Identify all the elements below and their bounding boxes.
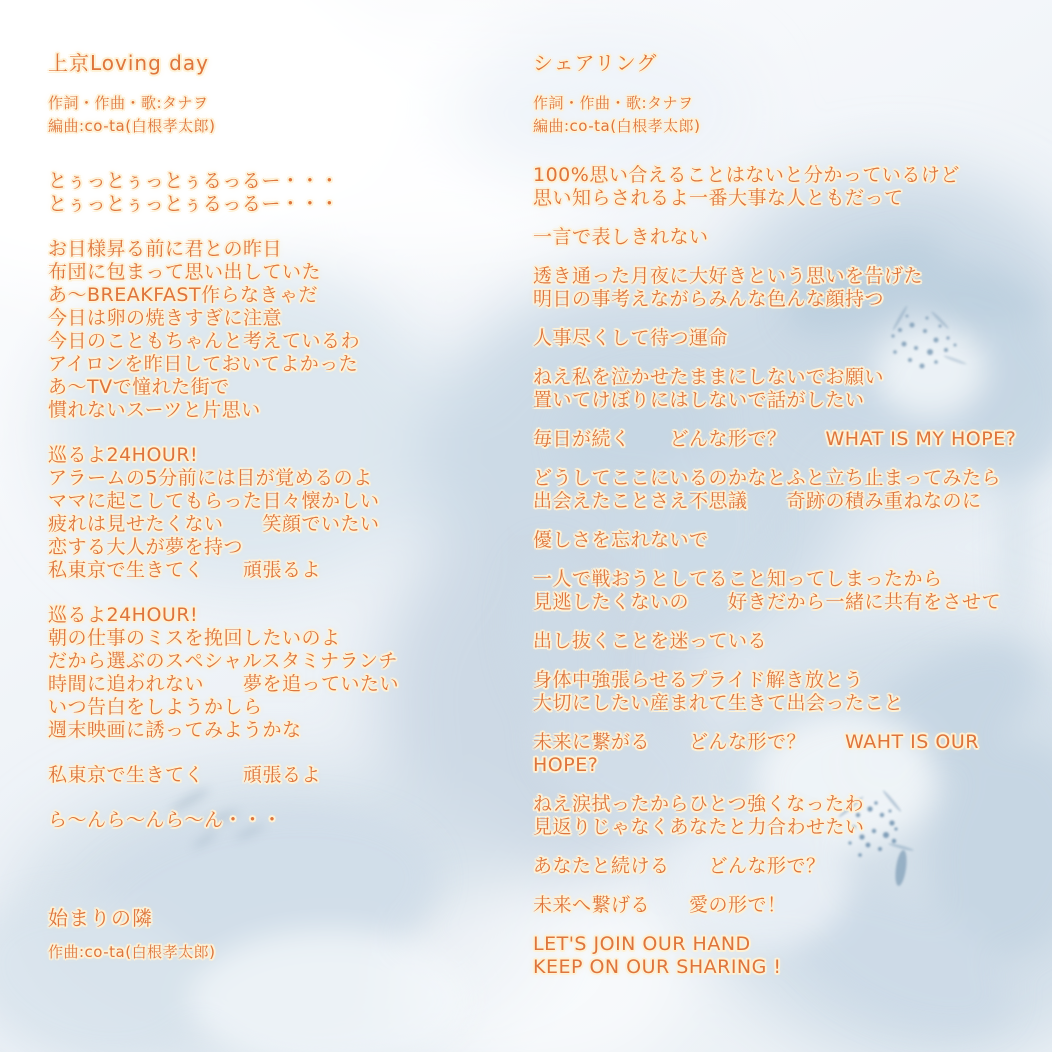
lyric-line: アイロンを昨日しておいてよかった — [48, 353, 359, 375]
lyric-line: 身体中強張らせるプライド解き放とう — [533, 669, 864, 691]
lyric-line: KEEP ON OUR SHARING ! — [533, 956, 782, 978]
lyric-line: 見逃したくないの 好きだから一緒に共有をさせて — [533, 591, 1002, 613]
lyric-line: あなたと続ける どんな形で？ — [533, 855, 826, 877]
lyric-line: ら〜んら〜んら〜ん・・・ — [48, 809, 283, 831]
credit-line: 作詞・作曲・歌:タナヲ — [48, 94, 209, 112]
credit-line: 編曲:co-ta(白根孝太郎) — [533, 117, 701, 135]
lyric-line: 思い知らされるよ一番大事な人ともだって — [533, 187, 904, 209]
stanza — [48, 444, 520, 582]
lyric-line: 置いてけぼりにはしないで話がしたい — [533, 389, 865, 411]
stanza — [533, 529, 1041, 552]
stanza — [533, 428, 1041, 451]
stanza — [533, 855, 1041, 878]
stanza — [533, 731, 1041, 777]
lyric-line: ママに起こしてもらった日々懐かしい — [48, 490, 380, 512]
stanza — [533, 226, 1041, 249]
stanza — [48, 809, 520, 832]
lyric-line: 毎日が続く どんな形で？ WHAT IS MY HOPE? — [533, 428, 1017, 450]
lyric-line: 優しさを忘れないで — [533, 529, 709, 551]
lyric-line: 私東京で生きてく 頑張るよ — [48, 764, 322, 786]
lyric-line: 今日は卵の焼きすぎに注意 — [48, 307, 283, 329]
stanza — [533, 327, 1041, 350]
lyric-line: だから選ぶのスペシャルスタミナランチ — [48, 650, 399, 672]
stanza — [533, 467, 1041, 513]
stanza — [533, 265, 1041, 311]
lyric-line: いつ告白をしようかしら — [48, 696, 263, 718]
lyric-line: とぅっとぅっとぅるっるー・・・ — [48, 170, 340, 192]
lyric-line: LET'S JOIN OUR HAND — [533, 933, 751, 955]
lyric-line: どうしてここにいるのかなとふと立ち止まってみたら — [533, 467, 1002, 489]
lyric-line: 明日の事考えながらみんな色んな顔持つ — [533, 288, 885, 310]
song2-credits — [533, 92, 1041, 138]
lyric-line: 時間に追われない 夢を追っていたい — [48, 673, 400, 695]
stanza — [533, 669, 1041, 715]
lyric-line: あ〜TVで憧れた街で — [48, 376, 230, 398]
lyric-line: 未来に繋がる どんな形で？ WAHT IS OUR HOPE? — [533, 731, 979, 776]
lyric-line: 今日のこともちゃんと考えているわ — [48, 330, 361, 352]
lyric-line: 一人で戦おうとしてること知ってしまったから — [533, 568, 943, 590]
stanza — [533, 164, 1041, 210]
lyric-line: 見返りじゃなくあなたと力合わせたい — [533, 816, 865, 838]
lyric-line: 人事尽くして待つ運命 — [533, 327, 729, 349]
stanza — [533, 793, 1041, 839]
stanza — [48, 764, 520, 787]
lyric-line: 朝の仕事のミスを挽回したいのよ — [48, 627, 341, 649]
stanza — [533, 366, 1041, 412]
stanza — [533, 568, 1041, 614]
credit-line: 作詞・作曲・歌:タナヲ — [533, 94, 694, 112]
lyric-line: 出会えたことさえ不思議 奇跡の積み重ねなのに — [533, 490, 982, 512]
stanza — [48, 170, 520, 216]
lyric-line: 私東京で生きてく 頑張るよ — [48, 559, 322, 581]
lyric-line: 巡るよ24HOUR! — [48, 604, 199, 626]
lyric-line: 大切にしたい産まれて生きて出会ったこと — [533, 692, 904, 714]
song3-title: 始まりの隣 — [48, 906, 153, 930]
lyric-line: 慣れないスーツと片思い — [48, 399, 261, 421]
lyric-line: 週末映画に誘ってみようかな — [48, 719, 302, 741]
stanza — [533, 933, 1041, 979]
lyric-line: アラームの5分前には目が覚めるのよ — [48, 467, 373, 489]
lyric-line: 未来へ繋げる 愛の形で！ — [533, 894, 787, 916]
lyric-line: 100%思い合えることはないと分かっているけど — [533, 164, 960, 186]
lyric-line: 巡るよ24HOUR! — [48, 444, 199, 466]
stanza — [533, 630, 1041, 653]
lyric-line: 一言で表しきれない — [533, 226, 709, 248]
lyric-line: 出し抜くことを迷っている — [533, 630, 768, 652]
lyric-line: ねえ私を泣かせたままにしないでお願い — [533, 366, 885, 388]
lyric-line: 布団に包まって思い出していた — [48, 261, 322, 283]
stanza — [48, 604, 520, 742]
song2-title: シェアリング — [533, 51, 658, 75]
lyric-line: 恋する大人が夢を持つ — [48, 536, 244, 558]
left-column — [48, 50, 520, 964]
lyric-line: ねえ涙拭ったからひとつ強くなったわ — [533, 793, 865, 815]
song1-title: 上京Loving day — [48, 51, 209, 75]
credit-line: 作曲:co-ta(白根孝太郎) — [48, 943, 216, 961]
credit-line: 編曲:co-ta(白根孝太郎) — [48, 117, 216, 135]
lyric-line: お日様昇る前に君との昨日 — [48, 238, 283, 260]
stanza — [48, 238, 520, 422]
lyric-line: とぅっとぅっとぅるっるー・・・ — [48, 193, 340, 215]
lyric-line: 疲れは見せたくない 笑顔でいたい — [48, 513, 380, 535]
lyric-line: あ〜BREAKFAST作らなきゃだ — [48, 284, 319, 306]
song3-block — [48, 905, 520, 964]
right-column — [533, 50, 1041, 995]
song1-credits — [48, 92, 520, 138]
stanza — [533, 894, 1041, 917]
lyric-line: 透き通った月夜に大好きという思いを告げた — [533, 265, 924, 287]
